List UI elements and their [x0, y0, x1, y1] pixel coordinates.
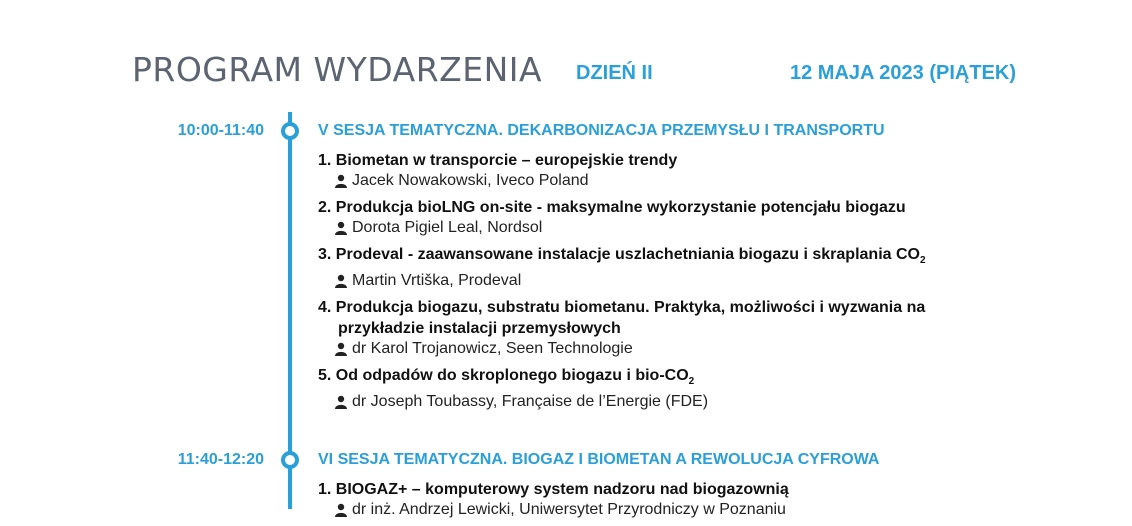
program-header: [132, 50, 1052, 90]
person-icon: [334, 503, 348, 517]
person-icon: [334, 395, 348, 409]
item-title: 3. Prodeval - zaawansowane instalacje uszlachetniania biogazu i skraplania $CO_2$: [318, 246, 926, 267]
item-title: 4. Produkcja biogazu, substratu biometanu. Praktyka, możliwości i wyzwania na przykładzie instalacji przemysłowych: [318, 297, 1078, 339]
session-title: V SESJA TEMATYCZNA. DEKARBONIZACJA PRZEMYSŁU I TRANSPORTU: [318, 122, 885, 139]
item-title-continuation: przykładzie instalacji przemysłowych: [338, 320, 621, 338]
person-icon: [334, 221, 348, 235]
person-icon: [334, 274, 348, 288]
item-title: 5. Od odpadów do skroplonego biogazu i bio-$CO_2$: [318, 367, 695, 388]
timeline-line: [288, 112, 292, 509]
speaker: Dorota Pigiel Leal, Nordsol: [318, 218, 1078, 238]
item-title: 1. BIOGAZ+ – komputerowy system nadzoru nad biogazownią: [318, 481, 789, 498]
session-title: VI SESJA TEMATYCZNA. BIOGAZ I BIOMETAN A REWOLUCJA CYFROWA: [318, 451, 880, 468]
list-item: [318, 150, 1078, 191]
subscript: 2: [919, 255, 926, 267]
list-item: [318, 244, 1078, 291]
session-items: [318, 479, 1078, 526]
list-item: [318, 297, 1078, 359]
session-time: 10:00-11:40: [177, 122, 264, 139]
speaker: Martin Vrtiška, Prodeval: [318, 271, 1078, 291]
program-title: PROGRAM WYDARZENIA: [132, 50, 543, 89]
session-items: [318, 150, 1078, 418]
timeline-dot: [281, 122, 299, 140]
item-title: 2. Produkcja bioLNG on-site - maksymalne wykorzystanie potencjału biogazu: [318, 199, 906, 216]
subscript: 2: [688, 376, 695, 388]
speaker: dr Joseph Toubassy, Française de l’Energie (FDE): [318, 392, 1078, 412]
speaker: dr inż. Andrzej Lewicki, Uniwersytet Przyrodniczy w Poznaniu: [318, 500, 1078, 520]
person-icon: [334, 174, 348, 188]
session-time: 11:40-12:20: [177, 451, 264, 468]
timeline-dot: [281, 451, 299, 469]
speaker: dr Karol Trojanowicz, Seen Technologie: [318, 339, 1078, 359]
list-item: [318, 479, 1078, 520]
list-item: [318, 365, 1078, 412]
speaker: Jacek Nowakowski, Iveco Poland: [318, 171, 1078, 191]
day-label: DZIEŃ II: [576, 62, 653, 84]
person-icon: [334, 342, 348, 356]
list-item: [318, 197, 1078, 238]
item-title: 1. Biometan w transporcie – europejskie trendy: [318, 152, 678, 169]
event-date: 12 MAJA 2023 (PIĄTEK): [790, 62, 1016, 84]
